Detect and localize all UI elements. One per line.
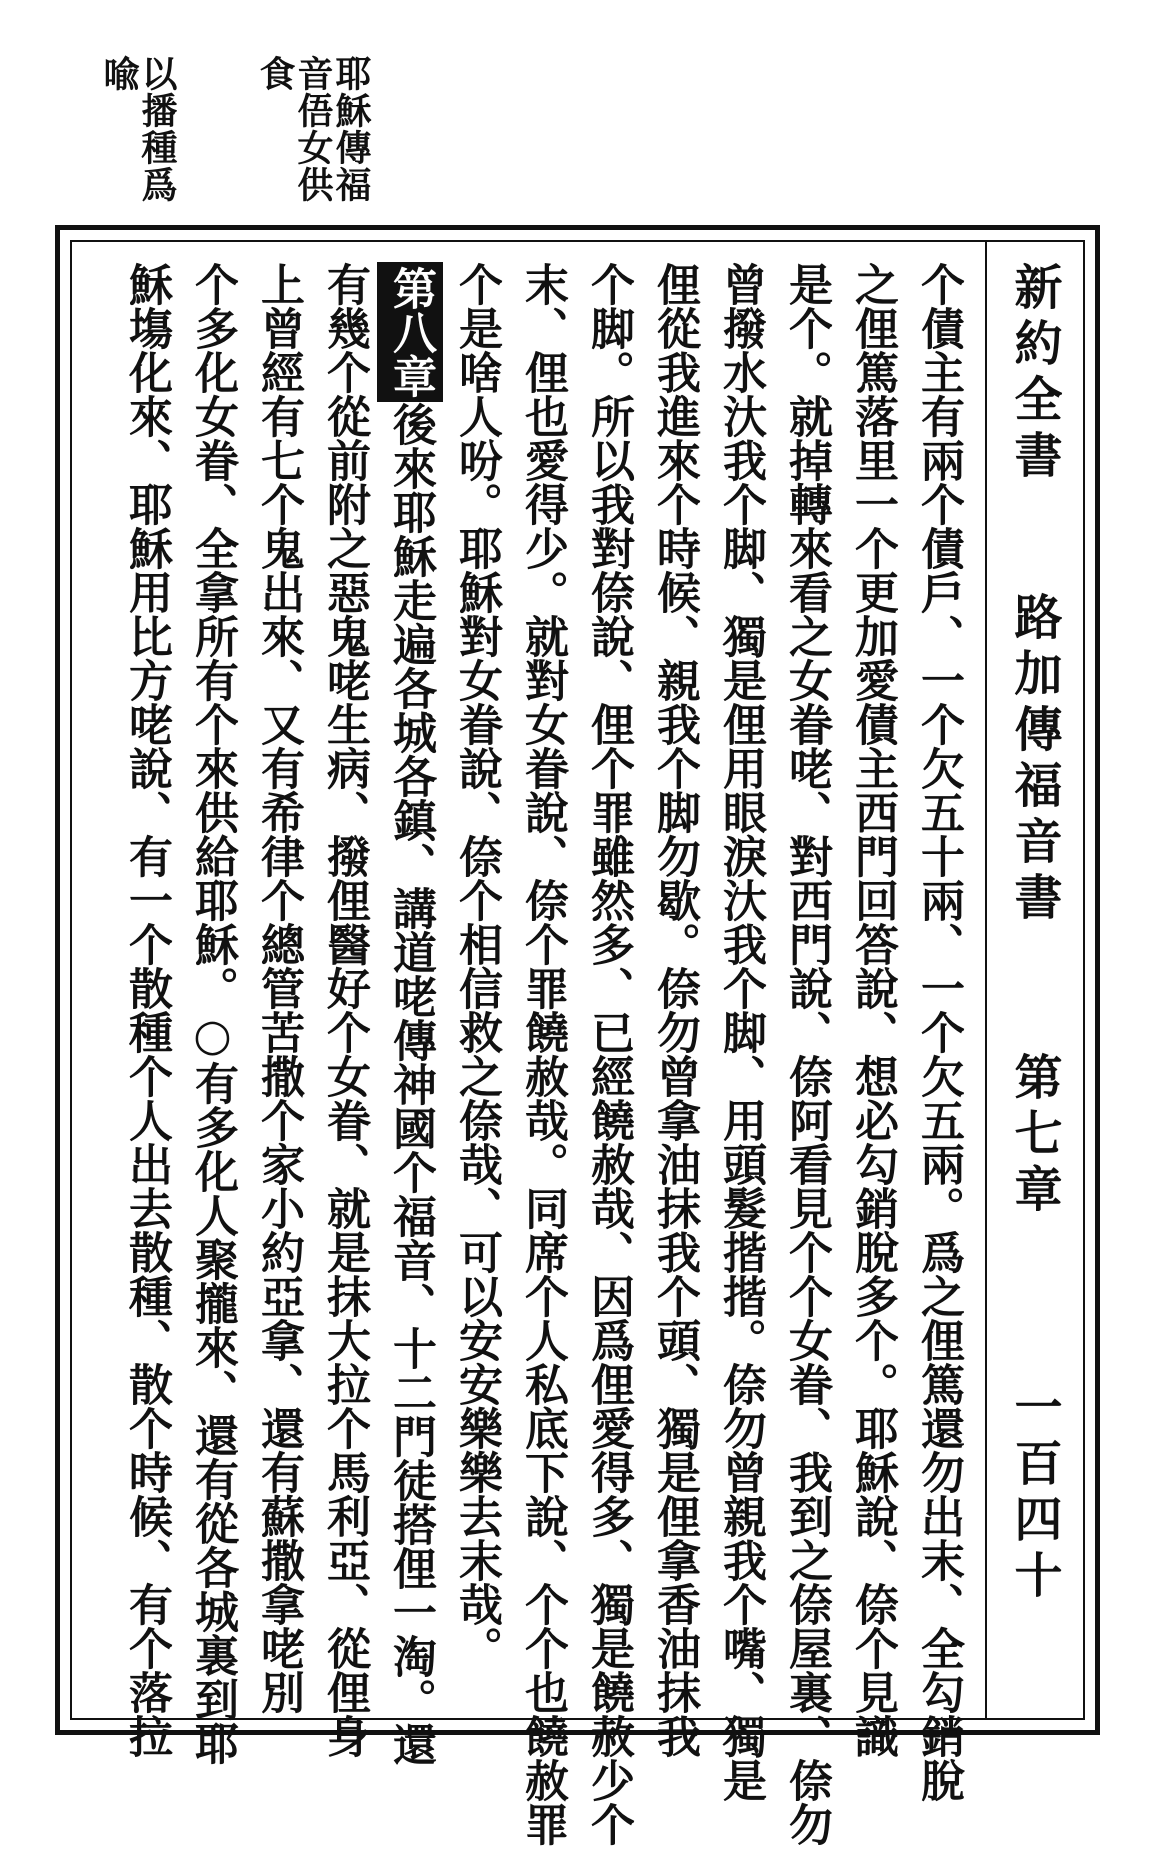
text-column: 上曾經有七个鬼出來、又有希律个總管苦撒个家小約亞拿、還有蘇撒拿咾別	[253, 262, 304, 1714]
margin-note: 喩	[98, 55, 140, 92]
book-title: 新約全書	[1006, 262, 1062, 486]
text-column: 个多化女眷、全拿所有个來供給耶穌。○有多化人聚攏來、還有從各城裏到耶	[187, 262, 238, 1765]
gospel-title: 路加傳福音書	[1006, 592, 1062, 928]
margin-note: 以播種爲	[136, 55, 178, 203]
text-column: 穌塲化來、耶穌用比方咾說、有一个散種个人出去散種、散个時候、有个落拉	[121, 262, 172, 1758]
text-column: 俚從我進來个時候、親我个脚勿歇。倷勿曾拿油抹我个頭、獨是俚拿香油抹我	[649, 262, 700, 1758]
page-frame	[55, 225, 1100, 1846]
chapter-text: 後來耶穌走遍各城各鎮、講道咾傳神國个福音、十二門徒搭俚一淘。還	[385, 402, 436, 1766]
text-column: 是个。就掉轉來看之女眷咾、對西門說、倷阿看見个个女眷、我到之倷屋裏、倷勿	[781, 262, 832, 1846]
text-column: 个脚。所以我對倷說、俚个罪雖然多、已經饒赦哉、因爲俚愛得多、獨是饒赦少个	[583, 262, 634, 1846]
margin-note: 耶穌傳福	[330, 55, 372, 203]
margin-notes	[100, 55, 430, 225]
chapter-marker: 第八章	[377, 262, 443, 402]
margin-note: 食	[254, 55, 296, 92]
text-column-chapter-start	[377, 262, 443, 1766]
text-column: 个債主有兩个債戶、一个欠五十兩、一个欠五兩。爲之俚篤還勿出末、全勾銷脫	[913, 262, 964, 1802]
header-divider	[985, 242, 987, 1718]
margin-note: 音俉女供	[292, 55, 334, 203]
text-column: 之俚篤落里一个更加愛債主西門回答說、想必勾銷脫多个。耶穌說、倷个見識	[847, 262, 898, 1758]
page-number: 一百四十	[1006, 1382, 1062, 1606]
text-column: 有幾个從前附之惡鬼咾生病、撥俚醫好个女眷、就是抹大拉个馬利亞、從俚身	[319, 262, 370, 1758]
body-text	[92, 262, 971, 1846]
inner-frame	[70, 240, 1085, 1846]
text-column: 末、俚也愛得少。就對女眷說、倷个罪饒赦哉。同席个人私底下說、个个也饒赦罪	[517, 262, 568, 1846]
running-header	[991, 262, 1069, 1722]
text-column: 曾撥水汏我个脚、獨是俚用眼淚汏我个脚、用頭髮揩揩。倷勿曾親我个嘴、獨是	[715, 262, 766, 1802]
text-column: 个是啥人吩。耶穌對女眷說、倷个相信救之倷哉、可以安安樂樂去末哉。	[451, 262, 502, 1670]
chapter-heading: 第七章	[1006, 1052, 1062, 1220]
